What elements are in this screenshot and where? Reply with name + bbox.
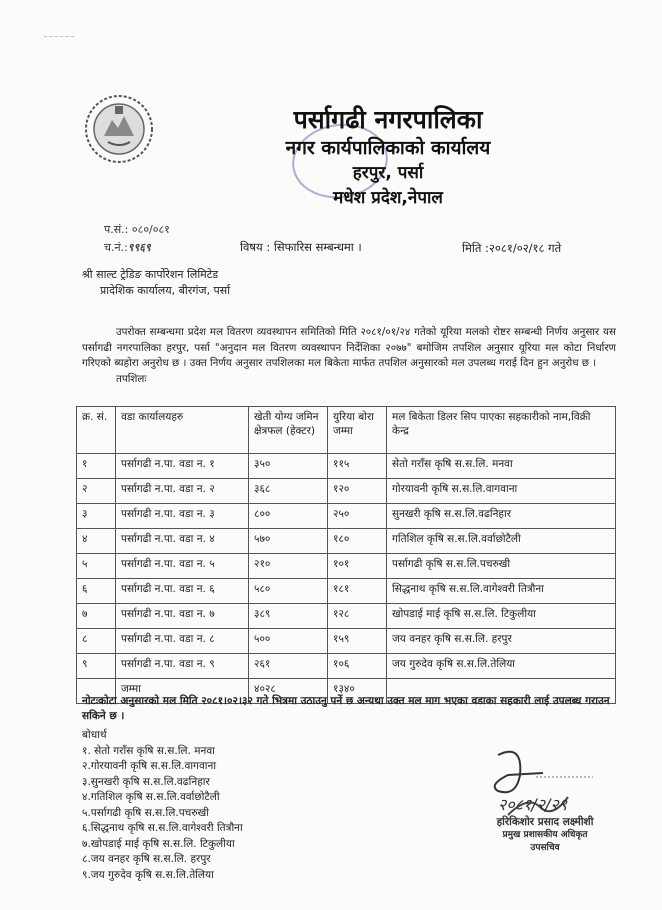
cc-item: २.गोरयावनी कृषि स.स.लि.वागवाना	[82, 760, 217, 772]
cc-title: बोधार्थ	[82, 729, 107, 741]
table-cell: ६	[77, 579, 116, 604]
table-cell: पर्सागढी न.पा. वडा न. ४	[116, 529, 249, 554]
table-cell: ८	[77, 629, 116, 654]
col-area: खेती योग्य जमिन क्षेत्रफल (हेक्टर)	[249, 407, 328, 454]
chalani-label: च.नं.:	[104, 241, 128, 254]
cc-item: ३.सुनखरी कृषि स.स.लि.वढनिहार	[82, 775, 210, 788]
table-cell: ३८९	[249, 604, 328, 629]
table-cell: १२०	[328, 479, 387, 504]
table-cell: जय गुरुदेव कृषि स.स.लि.तेलिया	[387, 654, 616, 679]
table-cell: ११५	[328, 454, 387, 479]
table-cell: ७	[77, 604, 116, 629]
table-cell: १	[77, 454, 116, 479]
cc-list	[82, 728, 243, 883]
table-cell: पर्सागढी न.पा. वडा न. २	[116, 479, 249, 504]
table-cell: जय वनहर कृषि स.स.लि. हरपुर	[387, 629, 616, 654]
table-cell: २१०	[249, 554, 328, 579]
table-cell: ५८०	[249, 579, 328, 604]
table-cell: ४	[77, 529, 116, 554]
table-cell: ३	[77, 504, 116, 529]
table-cell: १०१	[328, 554, 387, 579]
table-cell: सेतो गराँस कृषि स.स.लि. मनवा	[387, 454, 616, 479]
patra-sankhya: प.सं.: ०८०/०८१	[104, 223, 170, 236]
col-ward: वडा कार्यालयहरु	[116, 407, 249, 454]
handwritten-date: २०८१/२/२९	[498, 795, 568, 814]
cc-item: ९.जय गुरुदेव कृषि स.स.लि.तेलिया	[82, 868, 214, 881]
table-cell: खोपडाई माई कृषि स.स.लि. टिकुलीया	[387, 604, 616, 629]
chalani-number	[104, 240, 151, 255]
subject-line: विषय : सिफारिस सम्बन्धमा ।	[240, 240, 362, 254]
chalani-handwritten: ९९६९	[127, 241, 151, 254]
table-row	[77, 579, 616, 604]
table-cell: पर्सागढी न.पा. वडा न. ७	[116, 604, 249, 629]
nepal-emblem-icon	[82, 92, 156, 166]
letterhead	[218, 104, 558, 211]
col-dealer: मल बिकेता डिलर सिप पाएका सहकारीको नाम,विक्री केन्द्र	[387, 407, 616, 454]
table-cell: सिद्धनाथ कृषि स.स.लि.वागेश्वरी तित्रौना	[387, 579, 616, 604]
table-cell: ३६८	[249, 479, 328, 504]
table-row	[77, 479, 616, 504]
cc-item: ८.जय वनहर कृषि स.स.लि. हरपुर	[82, 853, 211, 865]
table-cell: गोरयावनी कृषि स.स.लि.वागवाना	[387, 479, 616, 504]
table-cell: पर्सागढी न.पा. वडा न. ९	[116, 654, 249, 679]
table-cell: पर्सागढी न.पा. वडा न. ५	[116, 554, 249, 579]
note: नोटःकोटा अनुसारको मल मिति २०८१।०२।३२ गते भित्रमा उठाउनु पर्ने छ अन्यथा उक्त मल माग भएका वडाका सहकारी लाई उपलब्ध गराउन सकिने छ ।	[82, 695, 610, 722]
table-cell: १८०	[328, 529, 387, 554]
table-cell: गतिशिल कृषि स.स.लि.वर्वाछोटैली	[387, 529, 616, 554]
total-cell: जम्मा	[116, 679, 249, 704]
table-row	[77, 454, 616, 479]
table-cell: ९	[77, 654, 116, 679]
table-cell: १८१	[328, 579, 387, 604]
letter-date: मिति :२०८१/०२/१८ गते	[462, 241, 562, 255]
table-row	[77, 529, 616, 554]
addressee	[82, 267, 230, 299]
signer-title-2: उपसचिव	[530, 843, 560, 853]
table-cell: २५०	[328, 504, 387, 529]
quota-table	[76, 406, 616, 704]
cc-item: १. सेतो गराँस कृषि स.स.लि. मनवा	[82, 744, 215, 757]
table-cell: पर्सागढी कृषि स.स.लि.पचरुखी	[387, 554, 616, 579]
scan-mark	[44, 36, 74, 38]
table-cell: सुनखरी कृषि स.स.लि.वढनिहार	[387, 504, 616, 529]
table-cell: पर्सागढी न.पा. वडा न. ३	[116, 504, 249, 529]
table-cell: ५००	[249, 629, 328, 654]
cc-item: ५.पर्सागढी कृषि स.स.लि.पचरुखी	[82, 806, 209, 819]
signer-title: प्रमुख प्रशासकीय अधिकृत	[502, 830, 588, 840]
addressee-line-2: प्रादेशिक कार्यालय, बीरगंज, पर्सा	[100, 284, 231, 297]
table-row	[77, 554, 616, 579]
table-cell: पर्सागढी न.पा. वडा न. १	[116, 454, 249, 479]
table-cell: पर्सागढी न.पा. वडा न. ६	[116, 579, 249, 604]
total-cell: ४०२८	[249, 679, 328, 704]
cc-item: ७.खोपडाई माई कृषि स.स.लि. टिकुलीया	[82, 837, 235, 850]
col-sn: क्र. सं.	[77, 407, 116, 454]
table-cell: १२८	[328, 604, 387, 629]
table-cell: ८००	[249, 504, 328, 529]
table-cell: २	[77, 479, 116, 504]
table-header-row	[77, 407, 616, 454]
office-location: हरपुर, पर्सा	[352, 163, 424, 183]
body-paragraph: उपरोक्त सम्बन्धमा प्रदेश मल वितरण व्यवस्थापन समितिको मिति २०८१/०१/२४ गतेको यूरिया मलको रोष्टर सम्बन्धी निर्णय अनुसार यस पर्सागढी नगरपालिका हरपुर, पर्सा "अनुदान मल वितरण व्यवस्थापन निर्देशिका २०७७" बमोजिम तपशिल अनुसार यूरिया मल कोटा निर्धारण गरिएको ब्यहोरा अनुरोध छ । उक्त निर्णय अनुसार तपशिलका मल बिकेता मार्फत तपशिल अनुसारको मल उपलब्ध गराई दिन हुन अनुरोध छ ।	[82, 326, 616, 369]
cc-item: ६.सिद्धनाथ कृषि स.स.लि.वागेश्वरी तित्रौना	[82, 822, 243, 834]
table-cell: पर्सागढी न.पा. वडा न. ८	[116, 629, 249, 654]
total-cell: १३४०	[328, 679, 387, 704]
cc-item: ४.गतिशिल कृषि स.स.लि.वर्वाछोटैली	[82, 791, 220, 803]
table-row	[77, 604, 616, 629]
table-row	[77, 629, 616, 654]
table-cell: ५७०	[249, 529, 328, 554]
body-text	[82, 325, 616, 387]
tapsil-label: तपशिलः	[116, 372, 147, 385]
municipality-name: पर्सागढी नगरपालिका	[293, 105, 483, 134]
table-cell: ३५०	[249, 454, 328, 479]
province-country: मधेश प्रदेश,नेपाल	[333, 188, 443, 208]
table-cell: ५	[77, 554, 116, 579]
table-cell: १५९	[328, 629, 387, 654]
table-cell: २६१	[249, 654, 328, 679]
table-row	[77, 654, 616, 679]
table-row	[77, 504, 616, 529]
addressee-line-1: श्री साल्ट ट्रेडिङ कार्पोरेशन लिमिटेड	[82, 268, 219, 281]
signatory-block	[460, 816, 630, 855]
table-cell: १०६	[328, 654, 387, 679]
office-name: नगर कार्यपालिकाको कार्यालय	[285, 137, 491, 159]
col-urea: युरिया बोरा जम्मा	[328, 407, 387, 454]
signer-name: हरिकिशोर प्रसाद लक्ष्मीशी	[496, 816, 594, 828]
